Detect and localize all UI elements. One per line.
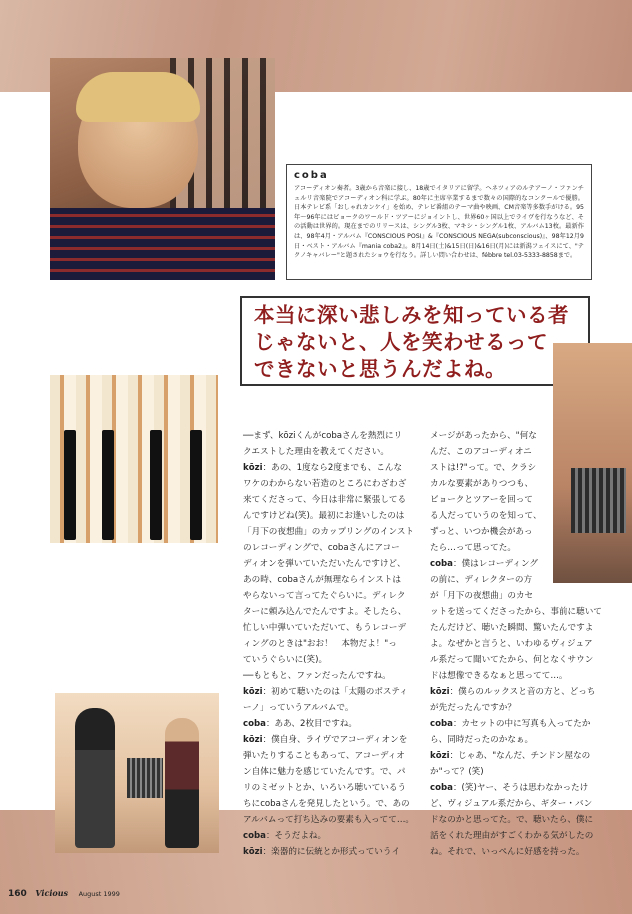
interview-line [430, 780, 602, 796]
interview-line [243, 652, 421, 668]
accordion-key [150, 430, 162, 540]
interview-text: ：カセットの中に写真も入ってたか [452, 719, 591, 729]
interview-line [243, 700, 421, 716]
interview-line [243, 620, 421, 636]
interview-text: のレコーディングで、cobaさんにアコー [243, 543, 400, 553]
interview-text: ドなのかと思ってた。で、聴いたら、僕に [430, 815, 594, 825]
speaker-label: kōzi [243, 735, 263, 745]
interview-text: んだ、このアコーディオニ [430, 447, 532, 457]
interview-text: たら…って思ってた。 [430, 543, 516, 553]
portrait-hair [76, 72, 200, 122]
interview-line [430, 604, 602, 620]
interview-line [430, 748, 602, 764]
interview-text: 来てくださって、今日は非常に緊張してる [243, 495, 407, 505]
accordion-key [64, 430, 76, 540]
pull-quote-line-1: 本当に深い悲しみを知っている者 [254, 303, 569, 327]
interview-text: ル系だって聞いてたから、何となくサウン [430, 655, 594, 665]
kozi-and-coba-photo [55, 693, 219, 853]
interview-text: ：僕らのルックスと音の方と、どっち [449, 687, 596, 697]
speaker-label: coba [430, 559, 453, 569]
interview-line [243, 780, 421, 796]
speaker-label: coba [243, 719, 266, 729]
interview-line [430, 540, 602, 556]
page-number: 160 [8, 889, 27, 899]
pull-quote-line-2: じゃないと、人を笑わせるって [254, 330, 548, 354]
interview-line [243, 796, 421, 812]
interview-line [430, 620, 602, 636]
interview-line [243, 588, 421, 604]
interview-line [430, 668, 602, 684]
interview-line [243, 524, 421, 540]
interview-line [243, 428, 421, 444]
page-footer [8, 888, 120, 899]
interview-column-right [430, 428, 602, 860]
speaker-label: kōzi [430, 687, 450, 697]
coba-portrait-photo [50, 58, 275, 280]
interview-line [430, 524, 602, 540]
interview-text: ちにcobaさんを発見したという。で、あの [243, 799, 410, 809]
interview-text: ドは想像できるなぁと思ってて…。 [430, 671, 568, 681]
interview-line [430, 732, 602, 748]
interview-text: あの時、cobaさんが無理ならインストは [243, 575, 401, 585]
striped-shirt [50, 208, 275, 280]
speaker-label: kōzi [243, 687, 263, 697]
speaker-label: kōzi [430, 751, 450, 761]
interview-text: が「月下の夜想曲」のカセ [430, 591, 534, 601]
interview-text: 話をくれた理由がすごくわかる気がしたの [430, 831, 594, 841]
accordion-key [190, 430, 202, 540]
interview-line [243, 844, 421, 860]
profile-box [286, 164, 592, 280]
interview-text: ストは!?"って。で、クラシ [430, 463, 537, 473]
interview-text: ディオンを弾いていただいたんですけど、 [243, 559, 406, 569]
person-coba [165, 718, 199, 848]
interview-line [243, 668, 421, 684]
interview-line [243, 828, 421, 844]
interview-line [243, 604, 421, 620]
interview-text: メージがあったから、"何な [430, 431, 537, 441]
speaker-label: coba [430, 719, 453, 729]
interview-text: ットを送ってくださったから、事前に聴いて [430, 607, 602, 617]
profile-bio: アコーディオン奏者。3歳から音楽に接し、18歳でイタリアに留学。ヘネツィアのルテアーノ・ファンチェルリ音楽院でアコーディオン科に学ぶ。80年に主席卒業するまで数々の国際的なコンクールで優勝。日本テレビ系「おしゃれカンケイ」を始め、テレビ番組のテーマ曲や映画、CM音楽等多数手がける。95年〜96年にはビョークのワールド・ツアーにジョイントし、世界60ヶ国以上でライヴを行なうなど、その活動は世界的。現在までのリリースは、シングル3枚、マキシ・シングル1枚、アルバム13枚。最新作は、98年4月・アルバム『CONSCIOUS POSI』&『CONSCIOUS NEGA(subconscious)』、98年12月9日・ベスト・アルバム『mania coba2』。8月14日(土)&15日(日)&16日(月)には新潟フェイスにて、"テクノキャバレー"と題されたショウを行なう。詳しい問い合わせは、fébbre tel.03-5333-8858まで。 [294, 185, 584, 260]
interview-line [430, 572, 602, 588]
interview-text: の前に、ディレクターの方 [430, 575, 533, 585]
interview-line [243, 636, 421, 652]
interview-line [430, 844, 602, 860]
interview-line [430, 476, 602, 492]
interview-text: ビョークとツアーを回って [430, 495, 533, 505]
interview-line [243, 476, 421, 492]
interview-text: 弾いたりすることもあって、アコーディオ [243, 751, 405, 761]
speaker-label: coba [243, 831, 266, 841]
interview-text: ：楽器的に伝統とか形式っていうイ [262, 847, 401, 857]
interview-text: ーノ」っていうアルバムで。 [243, 703, 354, 713]
interview-text: ：僕はレコーディング [452, 559, 539, 569]
interview-line [243, 492, 421, 508]
interview-text: 忙しい中弾いていただいて、もうレコーデ [243, 623, 407, 633]
interview-text: カルな要素がありつつも、 [430, 479, 534, 489]
interview-text: が先だったんですか？ [430, 703, 516, 713]
interview-line [243, 732, 421, 748]
interview-text: ：ああ、2枚目ですね。 [265, 719, 358, 729]
interview-line [430, 636, 602, 652]
interview-text: ：そうだよね。 [265, 831, 327, 841]
interview-text: ていうぐらいに(笑)。 [243, 655, 328, 665]
interview-line [243, 572, 421, 588]
interview-line [430, 444, 602, 460]
speaker-label: kōzi [243, 847, 263, 857]
interview-text: リのミゼットとか、いろいろ聴いているう [243, 783, 407, 793]
interview-line [430, 700, 602, 716]
interview-line [430, 716, 602, 732]
interview-text: ン自体に魅力を感じていたんです。で、パ [243, 767, 406, 777]
interview-line [430, 460, 602, 476]
profile-name: coba [294, 170, 329, 181]
interview-text: ──もともと、ファンだったんですね。 [243, 671, 391, 681]
interview-line [430, 652, 602, 668]
speaker-label: coba [430, 783, 453, 793]
magazine-name: Vicious [35, 888, 69, 898]
interview-line [243, 508, 421, 524]
interview-text: ：僕自身、ライヴでアコーディオンを [262, 735, 408, 745]
interview-text: んですけどね(笑)。最初にお逢いしたのは [243, 511, 405, 521]
interview-line [243, 460, 421, 476]
interview-text: ど、ヴィジュアル系だから、ギター・バン [430, 799, 593, 809]
interview-text: ：初めて聴いたのは「太陽のボスティ [262, 687, 408, 697]
interview-line [430, 428, 602, 444]
interview-line [243, 716, 421, 732]
interview-text: か"って？(笑) [430, 767, 484, 777]
accordion-instrument [127, 758, 163, 798]
interview-line [430, 796, 602, 812]
pull-quote-line-3: できないと思うんだよね。 [254, 357, 506, 381]
interview-line [430, 812, 602, 828]
interview-line [243, 556, 421, 572]
speaker-label: kōzi [243, 463, 263, 473]
interview-text: ：あの、1度なら2度までも、こんな [262, 463, 403, 473]
interview-line [430, 556, 602, 572]
accordion-key [102, 430, 114, 540]
pull-quote-box [240, 296, 590, 386]
interview-text: ──まず、kōziくんがcobaさんを熱烈にリ [243, 431, 403, 441]
accordion-keys-photo [50, 375, 218, 543]
interview-text: アルバムって打ち込みの要素も入ってて…。 [243, 815, 415, 825]
interview-text: ：(笑)ヤー、そうは思わなかったけ [452, 783, 589, 793]
interview-text: やらないって言ってたぐらいに。ディレク [243, 591, 406, 601]
interview-line [243, 684, 421, 700]
interview-line [430, 828, 602, 844]
interview-text: よ。なぜかと言うと、いわゆるヴィジュア [430, 639, 593, 649]
interview-text: 「月下の夜想曲」のカップリングのインスト [243, 527, 415, 537]
interview-line [430, 492, 602, 508]
interview-line [243, 764, 421, 780]
interview-column-left [243, 428, 421, 860]
interview-line [430, 764, 602, 780]
interview-text: たんだけど、聴いた瞬間、驚いたんですよ [430, 623, 594, 633]
interview-line [243, 748, 421, 764]
interview-line [430, 588, 602, 604]
interview-text: ターに頼み込んでたんですよ。そしたら、 [243, 607, 407, 617]
interview-text: ：じゃあ、"なんだ、チンドン屋なの [449, 751, 591, 761]
interview-text: ワケのわからない若造のところにわざわざ [243, 479, 407, 489]
interview-text: る人だっていうのを知って、 [430, 511, 542, 521]
interview-line [243, 812, 421, 828]
person-kozi [75, 708, 115, 848]
interview-line [243, 540, 421, 556]
interview-text: ィングのときは"おお！ 本物だよ！"っ [243, 639, 397, 649]
interview-line [430, 508, 602, 524]
issue-date: August 1999 [78, 890, 120, 898]
interview-text: クエストした理由を教えてください。 [243, 447, 389, 457]
interview-text: ら、同時だったのかなぁ。 [430, 735, 534, 745]
interview-text: ね。それで、いっぺんに好感を持った。 [430, 847, 585, 857]
interview-text: ずっと、いつか機会があっ [430, 527, 533, 537]
interview-line [243, 444, 421, 460]
interview-line [430, 684, 602, 700]
